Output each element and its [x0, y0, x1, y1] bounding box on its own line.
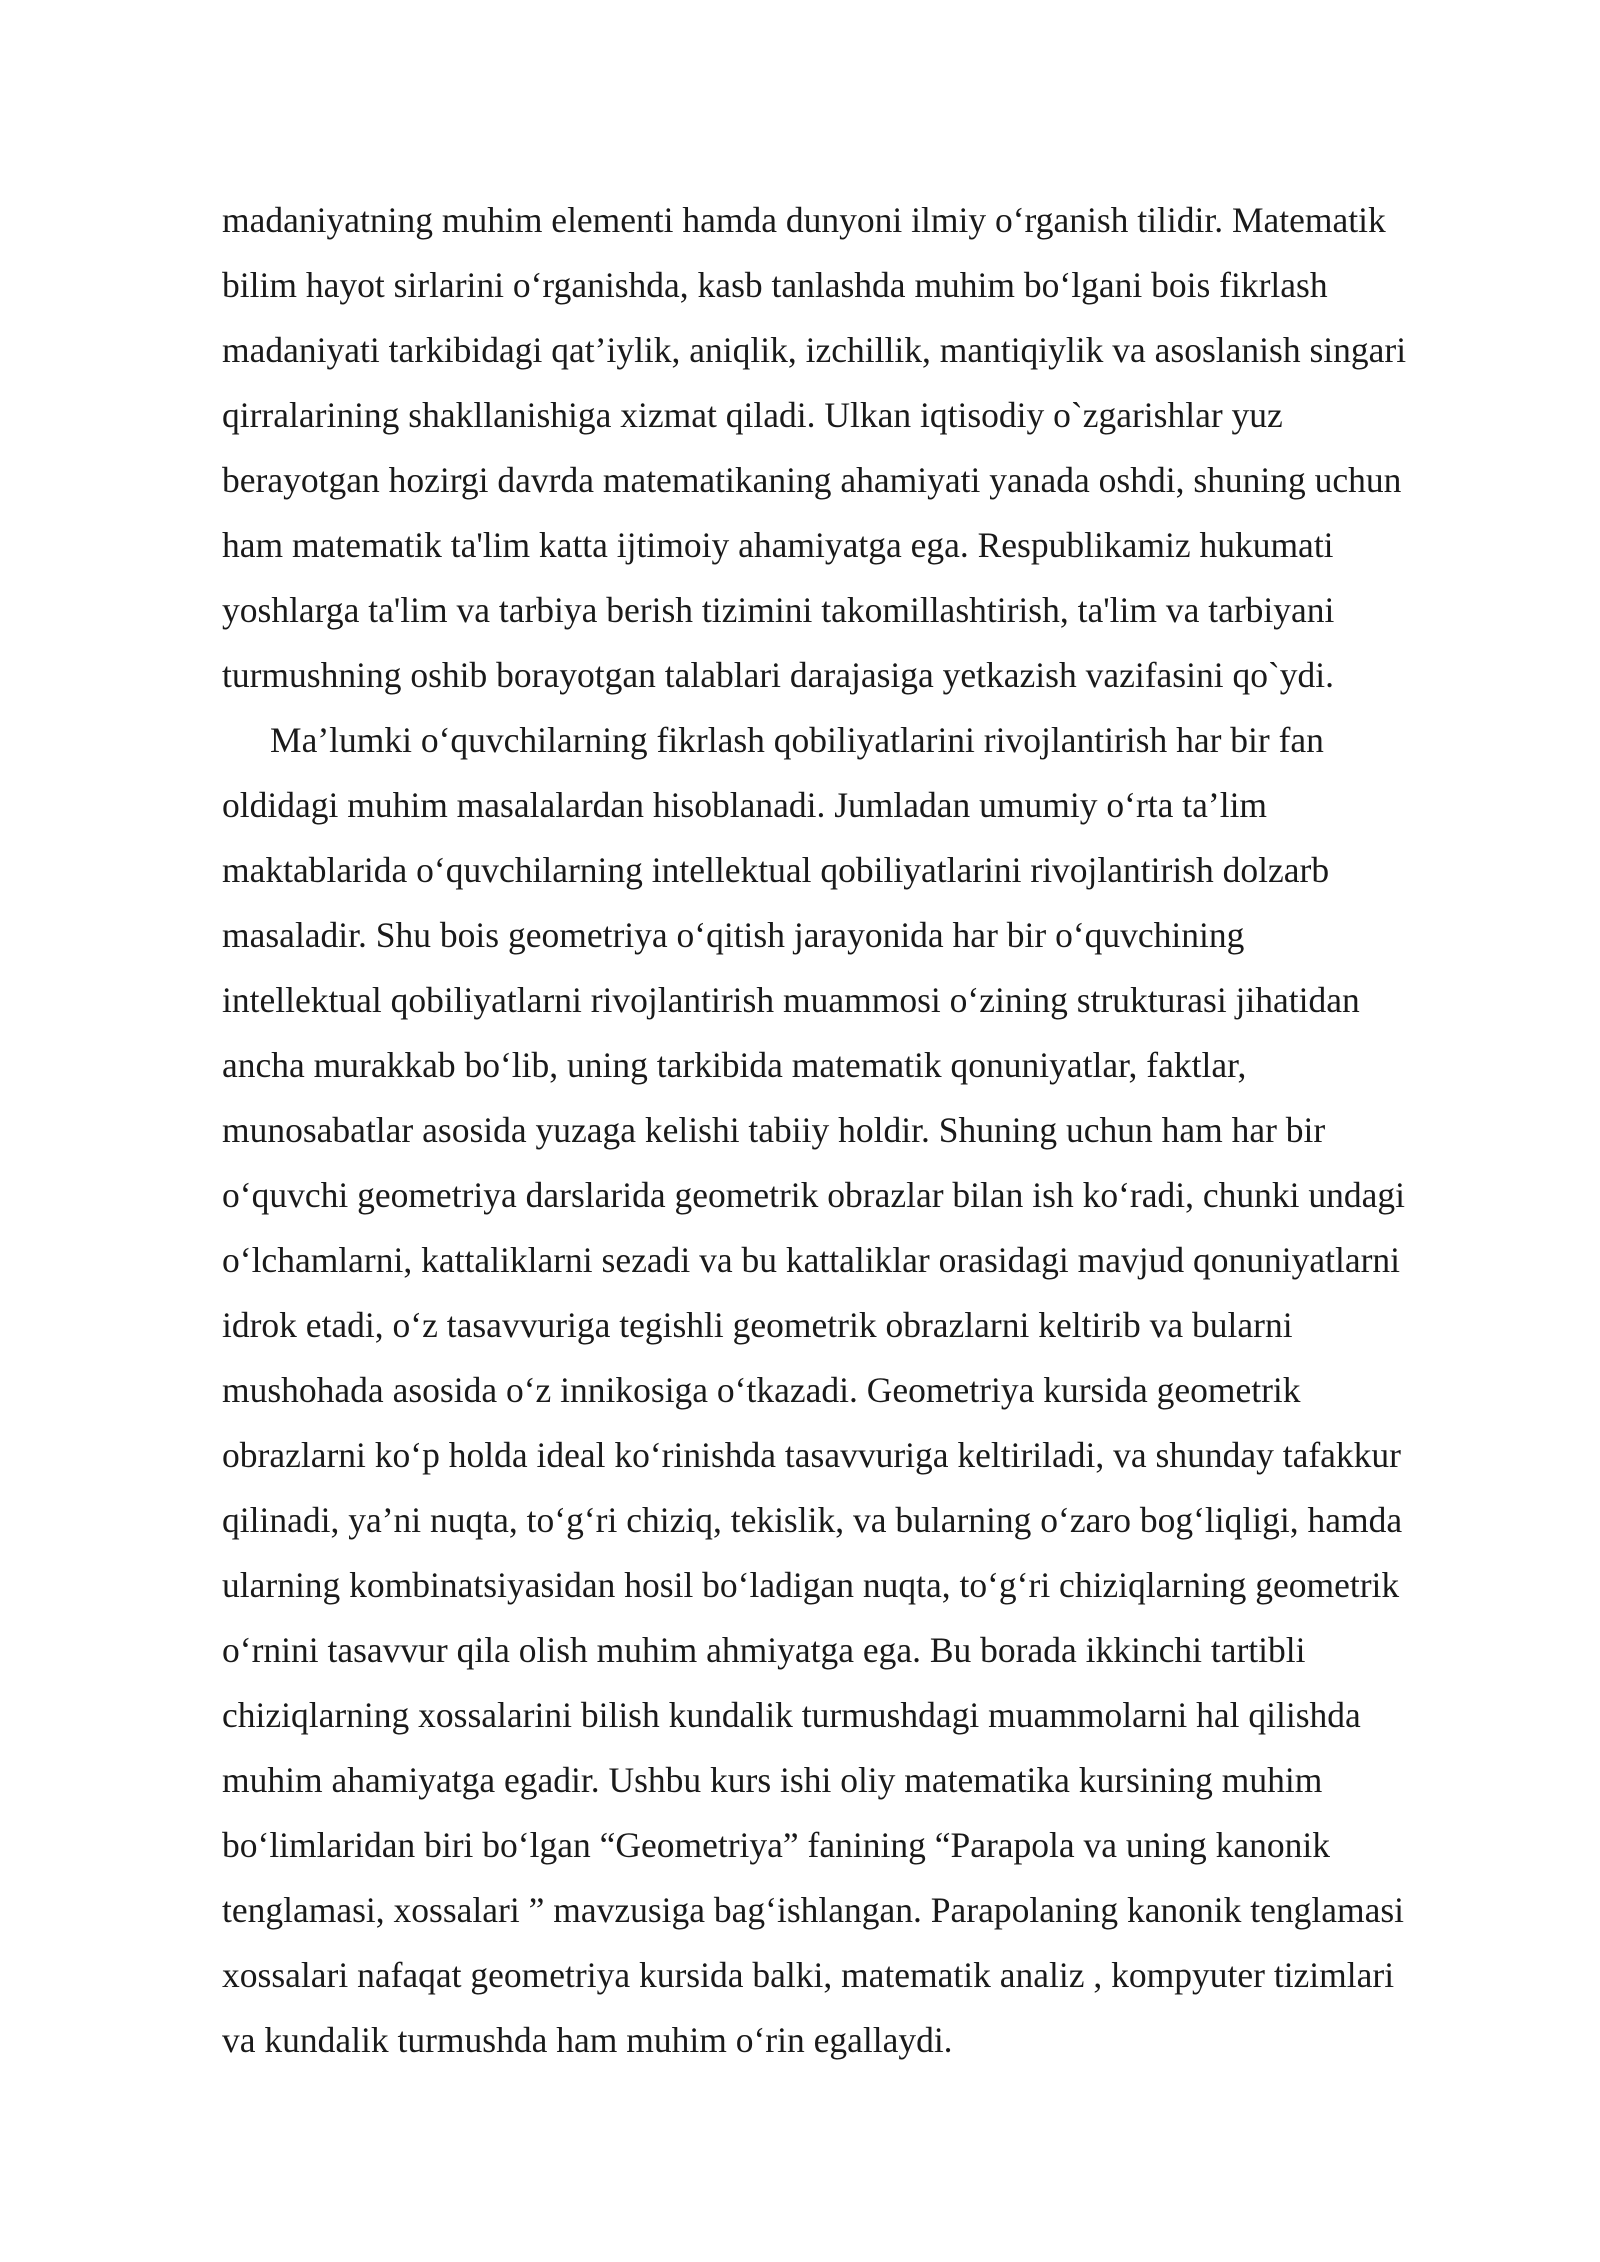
- text-line: o‘quvchi geometriya darslarida geometrik obrazlar bilan ish ko‘radi, chunki undagi: [222, 1175, 1405, 1215]
- text-line: munosabatlar asosida yuzaga kelishi tabiiy holdir. Shuning uchun ham har bir: [222, 1110, 1326, 1150]
- paragraph-first-line: Ma’lumki o‘quvchilarning fikrlash qobiliyatlarini rivojlantirish har bir fan: [270, 720, 1324, 760]
- text-line: o‘lchamlarni, kattaliklarni sezadi va bu kattaliklar orasidagi mavjud qonuniyatlarni: [222, 1240, 1401, 1280]
- text-line: idrok etadi, o‘z tasavvuriga tegishli geometrik obrazlarni keltirib va bularni: [222, 1305, 1293, 1345]
- text-line: yoshlarga ta'lim va tarbiya berish tizimini takomillashtirish, ta'lim va tarbiyani: [222, 590, 1335, 630]
- body-text: [222, 188, 1522, 2073]
- text-line: qilinadi, ya’ni nuqta, to‘g‘ri chiziq, tekislik, va bularning o‘zaro bog‘liqligi, hamda: [222, 1500, 1403, 1540]
- text-line: qirralarining shakllanishiga xizmat qiladi. Ulkan iqtisodiy o`zgarishlar yuz: [222, 395, 1283, 435]
- text-line: turmushning oshib borayotgan talablari darajasiga yetkazish vazifasini qo`ydi.: [222, 655, 1335, 695]
- text-line: berayotgan hozirgi davrda matematikaning ahamiyati yanada oshdi, shuning uchun: [222, 460, 1402, 500]
- text-line: chiziqlarning xossalarini bilish kundalik turmushdagi muammolarni hal qilishda: [222, 1695, 1361, 1735]
- text-line: xossalari nafaqat geometriya kursida balki, matematik analiz , kompyuter tizimlari: [222, 1955, 1395, 1995]
- text-line: o‘rnini tasavvur qila olish muhim ahmiyatga ega. Bu borada ikkinchi tartibli: [222, 1630, 1306, 1670]
- text-line: va kundalik turmushda ham muhim o‘rin egallaydi.: [222, 2020, 953, 2060]
- text-line: masaladir. Shu bois geometriya o‘qitish jarayonida har bir o‘quvchining: [222, 915, 1245, 955]
- text-line: bilim hayot sirlarini o‘rganishda, kasb tanlashda muhim bo‘lgani bois fikrlash: [222, 265, 1328, 305]
- text-line: obrazlarni ko‘p holda ideal ko‘rinishda tasavvuriga keltiriladi, va shunday tafakkur: [222, 1435, 1402, 1475]
- text-line: ancha murakkab bo‘lib, uning tarkibida matematik qonuniyatlar, faktlar,: [222, 1045, 1247, 1085]
- text-line: mushohada asosida o‘z innikosiga o‘tkazadi. Geometriya kursida geometrik: [222, 1370, 1301, 1410]
- text-line: intellektual qobiliyatlarni rivojlantirish muammosi o‘zining strukturasi jihatidan: [222, 980, 1360, 1020]
- text-line: bo‘limlaridan biri bo‘lgan “Geometriya” fanining “Parapola va uning kanonik: [222, 1825, 1331, 1865]
- text-line: tenglamasi, xossalari ” mavzusiga bag‘ishlangan. Parapolaning kanonik tenglamasi: [222, 1890, 1405, 1930]
- text-line: madaniyatning muhim elementi hamda dunyoni ilmiy o‘rganish tilidir. Matematik: [222, 200, 1386, 240]
- text-line: madaniyati tarkibidagi qat’iylik, aniqlik, izchillik, mantiqiylik va asoslanish singari: [222, 330, 1407, 370]
- text-line: ham matematik ta'lim katta ijtimoiy ahamiyatga ega. Respublikamiz hukumati: [222, 525, 1334, 565]
- text-line: muhim ahamiyatga egadir. Ushbu kurs ishi oliy matematika kursining muhim: [222, 1760, 1323, 1800]
- text-line: oldidagi muhim masalalardan hisoblanadi. Jumladan umumiy o‘rta ta’lim: [222, 785, 1268, 825]
- text-line: maktablarida o‘quvchilarning intellektual qobiliyatlarini rivojlantirish dolzarb: [222, 850, 1330, 890]
- text-line: ularning kombinatsiyasidan hosil bo‘ladigan nuqta, to‘g‘ri chiziqlarning geometrik: [222, 1565, 1400, 1605]
